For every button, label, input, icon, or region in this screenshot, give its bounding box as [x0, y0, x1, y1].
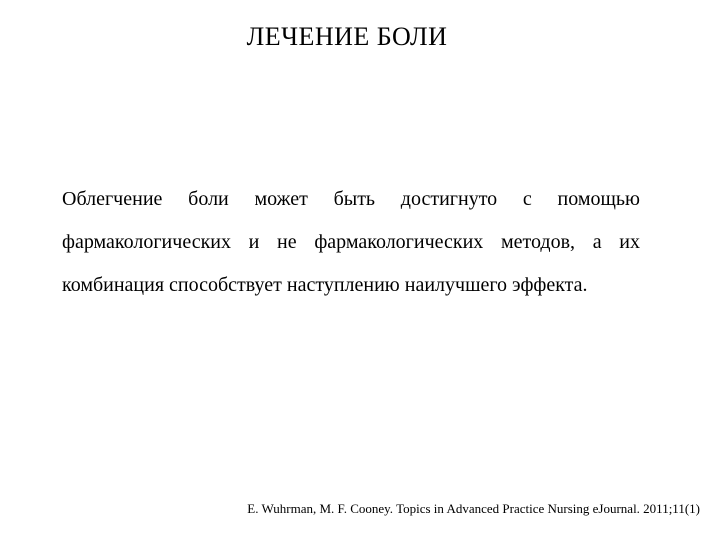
citation: E. Wuhrman, M. F. Cooney. Topics in Advanced Practice Nursing eJournal. 2011;11(1)	[247, 501, 700, 516]
slide-body-text: Облегчение боли может быть достигнуто с помощью фармакологических и не фармакологических методов, а их комбинация способствует наступлению наилучшего эффекта.	[62, 188, 640, 296]
slide-title: ЛЕЧЕНИЕ БОЛИ	[246, 22, 448, 51]
